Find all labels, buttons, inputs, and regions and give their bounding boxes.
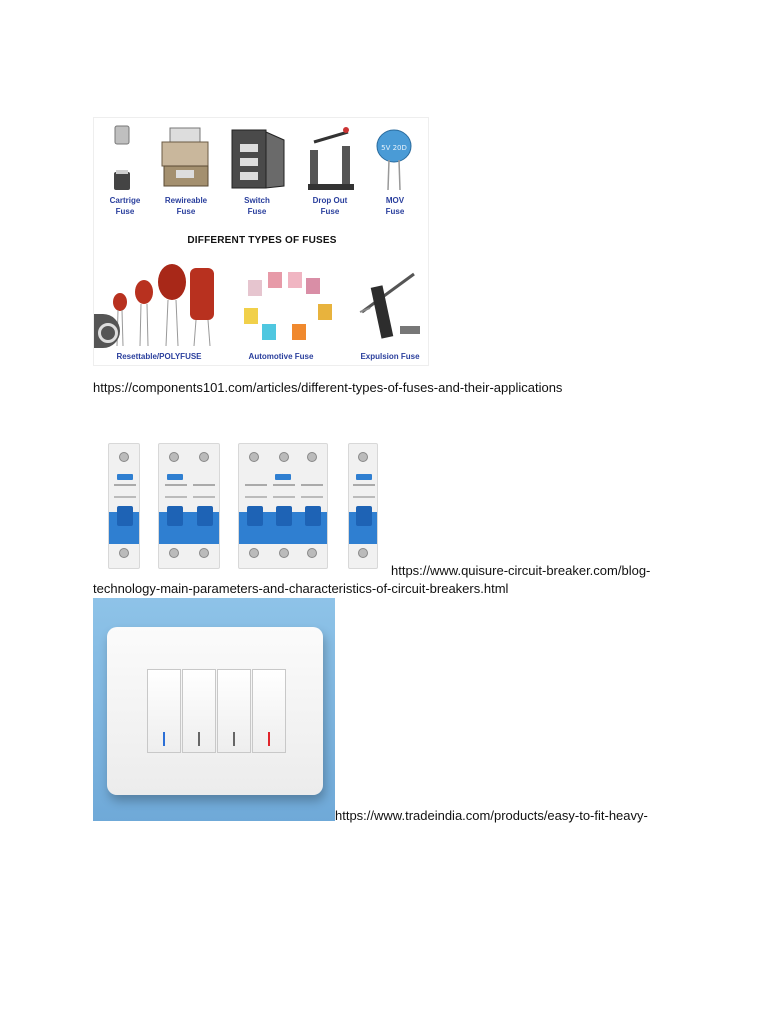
switch-source-url: https://www.tradeindia.com/products/easy-to-fit-heavy-	[335, 808, 648, 823]
cartridge-fuse-icon	[108, 124, 136, 192]
cartridge-fuse-label: Cartrige Fuse	[109, 196, 141, 216]
switch-fuse-label: Switch Fuse	[244, 196, 270, 216]
switch-rocker-2	[182, 669, 216, 753]
automotive-fuse-icon	[240, 268, 336, 344]
switch-rocker-1	[147, 669, 181, 753]
fuse-types-title: DIFFERENT TYPES OF FUSES	[187, 235, 337, 246]
breakers-source-url-line1: https://www.quisure-circuit-breaker.com/blog-	[391, 563, 651, 578]
switch-plate-image	[93, 598, 335, 821]
fuses-source-url: https://components101.com/articles/different-types-of-fuses-and-their-applications	[93, 380, 563, 395]
switch-rocker-3	[217, 669, 251, 753]
breaker-3p	[238, 443, 328, 569]
resettable-polyfuse-label: Resettable/POLYFUSE	[116, 352, 202, 361]
mov-fuse-label: MOV Fuse	[385, 196, 405, 216]
breaker-1p	[108, 443, 140, 569]
breakers-source-url-line2: technology-main-parameters-and-characteristics-of-circuit-breakers.html	[93, 581, 509, 596]
breaker-2p	[158, 443, 220, 569]
switch-rocker-4	[252, 669, 286, 753]
expulsion-fuse-icon	[356, 266, 424, 346]
rewireable-fuse-label: Rewireable Fuse	[164, 196, 208, 216]
rewireable-fuse-icon	[160, 126, 212, 190]
switch-fuse-icon	[230, 128, 286, 192]
mov-fuse-icon	[374, 128, 414, 192]
drop-out-fuse-icon	[306, 124, 356, 192]
automotive-fuse-label: Automotive Fuse	[248, 352, 314, 361]
fuse-types-image	[93, 117, 429, 366]
resettable-polyfuse-icon	[108, 262, 220, 348]
breaker-1p-n	[348, 443, 378, 569]
expulsion-fuse-label: Expulsion Fuse	[360, 352, 420, 361]
circuit-breakers-image	[104, 440, 384, 572]
drop-out-fuse-label: Drop Out Fuse	[312, 196, 348, 216]
svg-text:5V 20D: 5V 20D	[381, 144, 407, 152]
